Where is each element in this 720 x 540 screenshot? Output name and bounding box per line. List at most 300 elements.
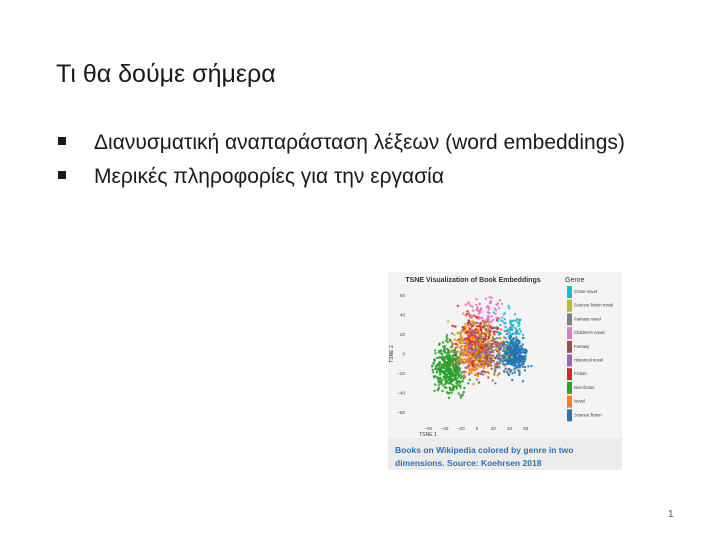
legend-swatch [567,396,572,408]
data-point [480,307,482,309]
data-point [446,381,448,383]
data-point [487,365,489,367]
data-point [436,368,438,370]
data-point [445,336,447,338]
bullet-item [56,162,636,192]
data-point [480,335,482,337]
data-point [481,353,483,355]
data-point [490,325,492,327]
data-point [448,352,450,354]
data-point [494,367,496,369]
data-point [486,348,488,350]
data-point [466,338,468,340]
data-point [506,350,508,352]
y-tick-label: −20 [397,370,405,376]
data-point [471,323,473,325]
data-point [524,369,526,371]
data-point [476,306,478,308]
data-point [459,367,461,369]
data-point [457,392,459,394]
data-point [503,364,505,366]
data-point [500,341,502,343]
data-point [450,392,452,394]
data-point [447,355,449,357]
data-point [479,340,481,342]
data-point [476,325,478,327]
data-point [518,370,520,372]
data-point [463,391,465,393]
data-point [473,314,475,316]
data-point [442,384,444,386]
data-point [487,376,489,378]
data-point [494,338,496,340]
data-point [458,361,460,363]
data-point [469,332,471,334]
data-point [481,371,483,373]
data-point [469,357,471,359]
data-point [468,324,470,326]
data-point [503,322,505,324]
data-point [525,351,527,353]
data-point [488,354,490,356]
data-point [494,307,496,309]
data-point [481,365,483,367]
data-point [437,365,439,367]
data-point [466,310,468,312]
data-point [496,350,498,352]
data-point [463,371,465,373]
data-point [508,335,510,337]
data-point [515,333,517,335]
data-point [516,365,518,367]
data-point [465,354,467,356]
y-tick-label: 20 [399,332,405,338]
data-point [452,343,454,345]
data-point [487,332,489,334]
data-point [503,330,505,332]
data-point [446,391,448,393]
y-axis-label: TSNE 2 [389,345,395,363]
data-point [451,378,453,380]
data-point [481,332,483,334]
legend-label: Historical novel [574,357,604,363]
data-point [496,362,498,364]
data-point [434,352,436,354]
data-point [463,387,465,389]
legend-swatch [567,341,572,353]
data-point [497,320,499,322]
data-point [465,304,467,306]
data-point [456,360,458,362]
data-point [443,362,445,364]
data-point [446,338,448,340]
data-point [441,390,443,392]
data-point [488,350,490,352]
data-point [507,343,509,345]
data-point [487,328,489,330]
data-point [516,318,518,320]
data-point [438,356,440,358]
data-point [493,311,495,313]
data-point [476,378,478,380]
data-point [522,343,524,345]
data-point [462,312,464,314]
data-point [506,371,508,373]
data-point [487,341,489,343]
data-point [512,324,514,326]
data-point [476,359,478,361]
data-point [485,332,487,334]
data-point [503,369,505,371]
data-point [522,334,524,336]
data-point [436,357,438,359]
data-point [488,307,490,309]
data-point [477,347,479,349]
data-point [433,362,435,364]
data-point [511,372,513,374]
data-point [497,374,499,376]
data-point [447,359,449,361]
figure-caption: Books on Wikipedia colored by genre in two dimensions. Source: Koehrsen 2018 [395,445,574,468]
data-point [520,330,522,332]
bullet-text: Διανυσματική αναπαράσταση λέξεων (word embeddings) [94,131,625,154]
data-point [438,384,440,386]
data-point [476,368,478,370]
legend-label: Children's novel [574,330,605,336]
data-point [498,357,500,359]
legend-label: Novel [574,398,585,404]
data-point [477,365,479,367]
data-point [456,383,458,385]
data-point [444,375,446,377]
legend-label: Fantasy novel [574,316,601,322]
square-bullet-icon [58,137,66,145]
chart-title: TSNE Visualization of Book Embeddings [405,277,541,284]
data-point [454,338,456,340]
data-point [515,329,517,331]
data-point [460,397,462,399]
data-point [523,358,525,360]
data-point [504,326,506,328]
data-point [459,382,461,384]
data-point [468,373,470,375]
data-point [462,393,464,395]
data-point [512,346,514,348]
data-point [455,354,457,356]
data-point [500,360,502,362]
legend-label: Crime novel [574,289,597,294]
data-point [518,328,520,330]
data-point [476,342,478,344]
data-point [451,332,453,334]
data-point [505,367,507,369]
data-point [520,359,522,361]
bullet-text: Μερικές πληροφορίες για την εργασία [94,165,444,188]
data-point [455,367,457,369]
x-tick-label: 20 [490,426,496,431]
data-point [493,360,495,362]
data-point [485,324,487,326]
data-point [514,364,516,366]
data-point [451,363,453,365]
data-point [483,320,485,322]
data-point [451,341,453,343]
data-point [486,306,488,308]
data-point [481,373,483,375]
data-point [497,302,499,304]
data-point [522,366,524,368]
data-point [518,333,520,335]
data-point [466,343,468,345]
data-point [490,368,492,370]
data-point [438,362,440,364]
data-point [485,335,487,337]
data-point [464,358,466,360]
data-point [433,390,435,392]
data-point [484,339,486,341]
data-point [438,377,440,379]
data-point [492,379,494,381]
data-point [510,347,512,349]
data-point [469,328,471,330]
data-point [507,373,509,375]
data-point [489,347,491,349]
data-point [449,380,451,382]
data-point [489,302,491,304]
data-point [527,365,529,367]
x-tick-label: −60 [424,426,433,431]
data-point [440,382,442,384]
data-point [447,320,449,322]
data-point [511,356,513,358]
data-point [456,381,458,383]
data-point [477,356,479,358]
data-point [466,359,468,361]
data-point [488,324,490,326]
data-point [481,317,483,319]
data-point [488,360,490,362]
data-point [524,366,526,368]
data-point [514,351,516,353]
tsne-figure [388,272,622,470]
data-point [498,307,500,309]
data-point [468,367,470,369]
page-number: 1 [668,509,674,520]
data-point [512,342,514,344]
data-point [482,345,484,347]
data-point [471,345,473,347]
data-point [507,362,509,364]
data-point [506,356,508,358]
data-point [490,356,492,358]
data-point [433,358,435,360]
data-point [434,349,436,351]
data-point [474,354,476,356]
y-tick-label: 0 [402,351,405,357]
data-point [498,348,500,350]
data-point [438,350,440,352]
data-point [451,325,453,327]
data-point [462,361,464,363]
data-point [474,374,476,376]
data-point [519,353,521,355]
data-point [476,336,478,338]
data-point [449,387,451,389]
data-point [470,372,472,374]
data-point [468,351,470,353]
data-point [511,364,513,366]
data-point [436,371,438,373]
data-point [499,299,501,301]
data-point [515,346,517,348]
data-point [514,371,516,373]
data-point [488,312,490,314]
data-point [485,346,487,348]
data-point [485,298,487,300]
data-point [507,329,509,331]
legend-swatch [567,300,572,312]
tsne-scatter-chart [388,272,622,438]
data-point [496,341,498,343]
data-point [471,361,473,363]
data-point [513,368,515,370]
data-point [440,366,442,368]
data-point [478,313,480,315]
data-point [482,341,484,343]
data-point [439,371,441,373]
legend-label: Fiction [574,371,587,377]
data-point [463,375,465,377]
data-point [490,315,492,317]
data-point [472,333,474,335]
data-point [476,349,478,351]
data-point [476,353,478,355]
data-point [494,369,496,371]
data-point [518,356,520,358]
data-point [485,353,487,355]
data-point [498,372,500,374]
data-point [475,344,477,346]
data-point [471,336,473,338]
data-point [513,359,515,361]
data-point [460,335,462,337]
data-point [442,341,444,343]
data-point [491,297,493,299]
data-point [434,383,436,385]
data-point [432,371,434,373]
data-point [516,349,518,351]
data-point [498,333,500,335]
data-point [460,359,462,361]
slide-title: Τι θα δούμε σήμερα [56,60,276,88]
data-point [463,331,465,333]
data-point [522,380,524,382]
data-point [438,369,440,371]
data-point [496,345,498,347]
data-point [454,377,456,379]
data-point [453,349,455,351]
data-point [478,317,480,319]
data-point [518,350,520,352]
data-point [443,349,445,351]
legend-swatch [567,409,572,421]
data-point [444,356,446,358]
data-point [478,332,480,334]
data-point [487,371,489,373]
legend-swatch [567,327,572,339]
data-point [476,322,478,324]
legend-label: Science fiction novel [574,302,614,308]
data-point [457,350,459,352]
data-point [499,324,501,326]
data-point [504,312,506,314]
data-point [518,340,520,342]
data-point [446,334,448,336]
data-point [492,343,494,345]
data-point [494,327,496,329]
data-point [505,337,507,339]
square-bullet-icon [58,171,66,179]
data-point [469,379,471,381]
data-point [493,374,495,376]
data-point [460,351,462,353]
data-point [492,350,494,352]
data-point [508,307,510,309]
data-point [504,348,506,350]
data-point [457,339,459,341]
data-point [481,360,483,362]
data-point [437,388,439,390]
data-point [459,355,461,357]
data-point [471,341,473,343]
data-point [484,328,486,330]
data-point [471,339,473,341]
data-point [456,387,458,389]
data-point [492,354,494,356]
y-tick-label: 60 [399,293,405,299]
data-point [476,309,478,311]
data-point [474,322,476,324]
data-point [453,334,455,336]
data-point [512,338,514,340]
data-point [472,309,474,311]
data-point [509,320,511,322]
data-point [460,377,462,379]
data-point [514,342,516,344]
data-point [475,316,477,318]
data-point [517,361,519,363]
data-point [459,394,461,396]
data-point [483,367,485,369]
data-point [492,336,494,338]
data-point [497,353,499,355]
data-point [523,337,525,339]
data-point [487,315,489,317]
data-point [477,372,479,374]
data-point [472,383,474,385]
data-point [464,323,466,325]
x-tick-label: 40 [507,426,513,431]
data-point [530,365,532,367]
data-point [524,355,526,357]
data-point [463,348,465,350]
x-tick-label: 60 [523,426,529,431]
data-point [462,326,464,328]
data-point [498,366,500,368]
data-point [499,337,501,339]
data-point [477,329,479,331]
legend-label: Science fiction [574,412,602,418]
